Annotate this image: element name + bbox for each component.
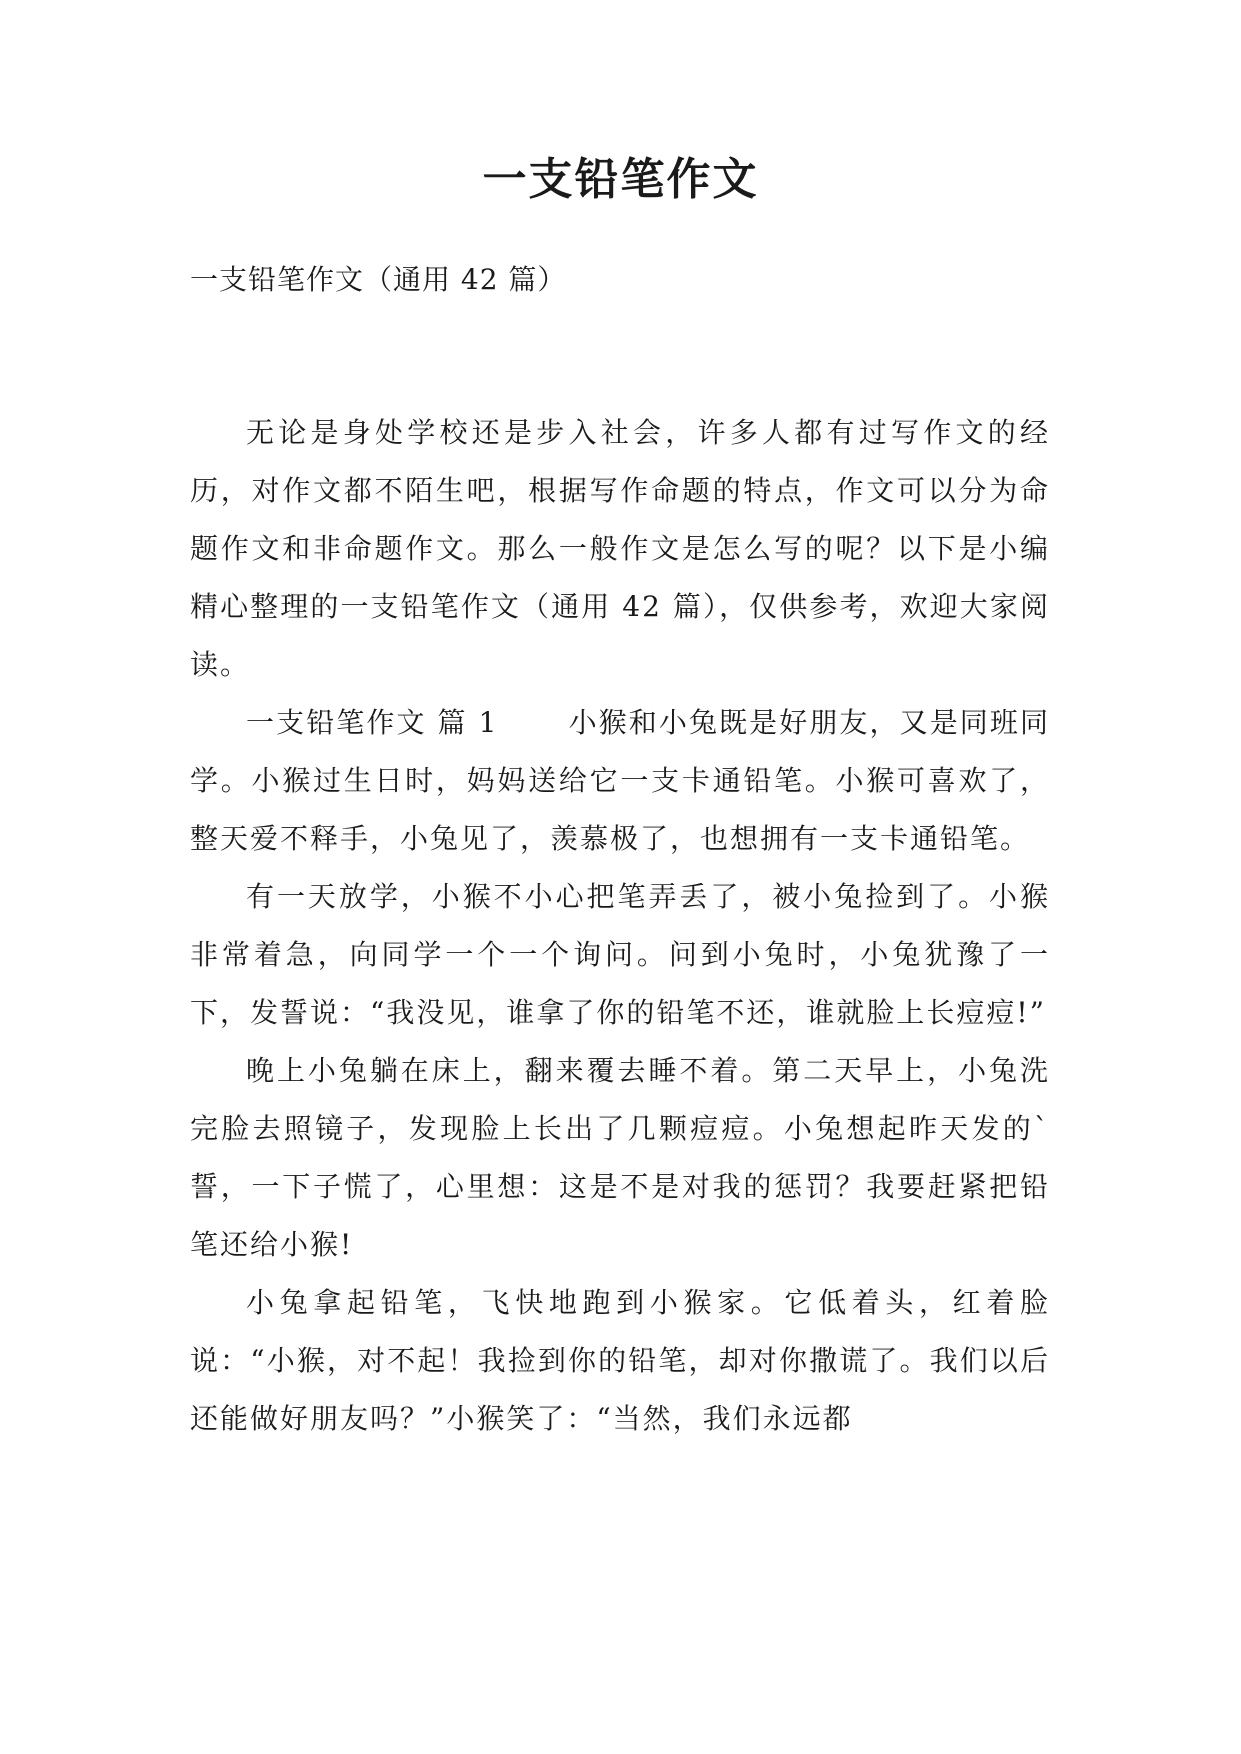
document-subtitle: 一支铅笔作文（通用 42 篇） — [190, 263, 567, 296]
document-body — [190, 404, 1050, 1448]
paragraph-4: 小兔拿起铅笔，飞快地跑到小猴家。它低着头，红着脸说：“小猴，对不起！我捡到你的铅笔，却对你撒谎了。我们以后还能做好朋友吗？”小猴笑了：“当然，我们永远都 — [190, 1286, 1050, 1435]
section-1-text: 小猴和小兔既是好朋友，又是同班同学。小猴过生日时，妈妈送给它一支卡通铅笔。小猴可喜欢了，整天爱不释手，小兔见了，羡慕极了，也想拥有一支卡通铅笔。 — [190, 706, 1050, 855]
paragraph-2: 有一天放学，小猴不小心把笔弄丢了，被小兔捡到了。小猴非常着急，向同学一个一个询问。问到小兔时，小兔犹豫了一下，发誓说：“我没见，谁拿了你的铅笔不还，谁就脸上长痘痘!” — [190, 880, 1050, 1029]
paragraph-3: 晚上小兔躺在床上，翻来覆去睡不着。第二天早上，小兔洗完脸去照镜子，发现脸上长出了几颗痘痘。小兔想起昨天发的`誓，一下子慌了，心里想：这是不是对我的惩罚？我要赶紧把铅笔还给小猴! — [190, 1054, 1050, 1261]
section-1-heading: 一支铅笔作文 篇 1 — [246, 706, 499, 739]
intro-paragraph: 无论是身处学校还是步入社会，许多人都有过写作文的经历，对作文都不陌生吧，根据写作命题的特点，作文可以分为命题作文和非命题作文。那么一般作文是怎么写的呢？以下是小编精心整理的一支铅笔作文（通用 42 篇），仅供参考，欢迎大家阅读。 — [190, 416, 1050, 681]
section-1-paragraph — [190, 694, 1050, 868]
document-title: 一支铅笔作文 — [482, 154, 759, 205]
